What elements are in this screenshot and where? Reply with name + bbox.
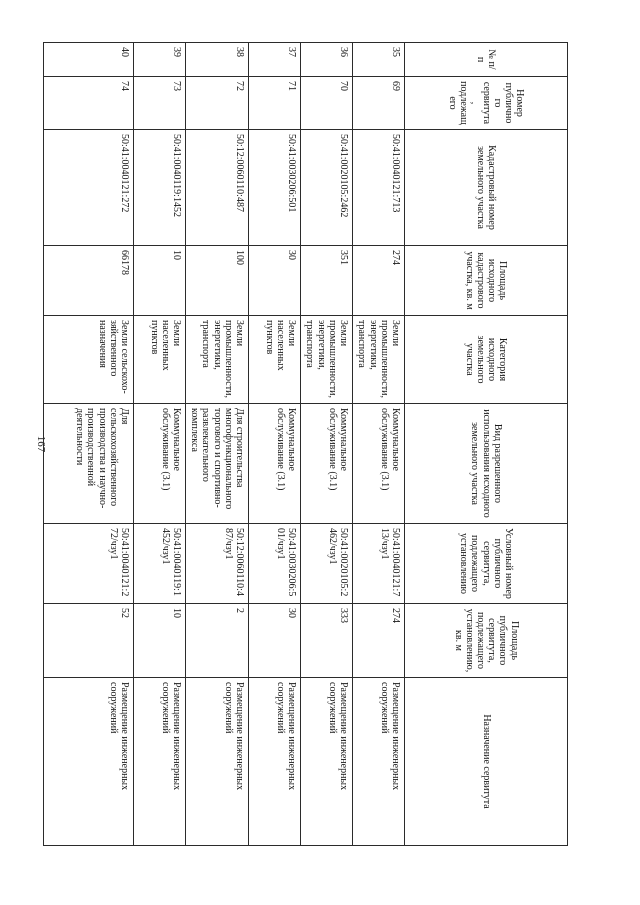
header-cell: Кадастровый номер земельного участка (405, 130, 568, 246)
table-cell: 50:41:0020105:2462 (301, 130, 353, 246)
table-cell: 351 (301, 246, 353, 316)
table-cell: 2 (186, 604, 249, 678)
table-row (44, 43, 134, 846)
table-cell: 37 (249, 43, 301, 77)
table-cell: 36 (301, 43, 353, 77)
table-cell: 70 (301, 77, 353, 130)
table-cell: Коммунальное обслуживание (3.1) (353, 404, 405, 524)
table-cell: 50:41:0040119:1452/чзу1 (134, 524, 186, 604)
header-cell: Номер публичного сервитута, подлежащего (405, 77, 568, 130)
header-cell: Категория исходного земельного участка (405, 316, 568, 404)
table-cell: 50:41:0030206:501 (249, 130, 301, 246)
table-row (134, 43, 186, 846)
table-cell: Размещение инженерных сооружений (249, 678, 301, 846)
table-cell: 73 (134, 77, 186, 130)
table-cell: Коммунальное обслуживание (3.1) (249, 404, 301, 524)
table-cell: Размещение инженерных сооружений (186, 678, 249, 846)
table-cell: Земли промышленности, энергетики, транспорта (186, 316, 249, 404)
table-cell: Размещение инженерных сооружений (301, 678, 353, 846)
table-cell: 50:41:0030206:501/чзу1 (249, 524, 301, 604)
table-cell: Земли населенных пунктов (249, 316, 301, 404)
table-row (186, 43, 249, 846)
table-cell: Коммунальное обслуживание (3.1) (301, 404, 353, 524)
table-cell: Земли населенных пунктов (134, 316, 186, 404)
table-cell: Размещение инженерных сооружений (353, 678, 405, 846)
table-cell: 50:41:0040121:272 (44, 130, 134, 246)
table-cell: 10 (134, 604, 186, 678)
table-cell: Для строительства многофункционального торгового и спортивно-развлекательного комплекса (186, 404, 249, 524)
header-cell: Площадь исходного кадастрового участка, кв. м (405, 246, 568, 316)
table-cell: Земли промышленности, энергетики, транспорта (301, 316, 353, 404)
page-number: 167 (35, 435, 47, 453)
table-cell: 274 (353, 246, 405, 316)
table-cell: Земли промышленности, энергетики, транспорта (353, 316, 405, 404)
table-cell: 39 (134, 43, 186, 77)
header-cell: Условный номер публичного сервитута, подлежащего установлению (405, 524, 568, 604)
table-cell: 38 (186, 43, 249, 77)
table-cell: 40 (44, 43, 134, 77)
table-cell: 50:41:0040119:1452 (134, 130, 186, 246)
table-cell: 274 (353, 604, 405, 678)
table-cell: 71 (249, 77, 301, 130)
table-cell: 35 (353, 43, 405, 77)
table-cell: 69 (353, 77, 405, 130)
table-cell: 30 (249, 604, 301, 678)
table-cell: Коммунальное обслуживание (3.1) (134, 404, 186, 524)
header-cell: Назначение сервитута (405, 678, 568, 846)
table-cell: 333 (301, 604, 353, 678)
header-cell: Вид разрешенного использования исходного земельного участка (405, 404, 568, 524)
table-cell: Для сельскохозяйственного производства и научно-производственной деятельности (44, 404, 134, 524)
table-cell: 30 (249, 246, 301, 316)
table-row (249, 43, 301, 846)
table-header-row (405, 43, 568, 846)
table-cell: 66178 (44, 246, 134, 316)
table-cell: 50:41:0020105:2462/чзу1 (301, 524, 353, 604)
table-row (301, 43, 353, 846)
table-cell: 100 (186, 246, 249, 316)
servitude-table-container (55, 42, 568, 845)
table-cell: 10 (134, 246, 186, 316)
table-cell: 74 (44, 77, 134, 130)
table-cell: 52 (44, 604, 134, 678)
servitude-table (43, 42, 568, 846)
table-cell: 50:41:0040121:713 (353, 130, 405, 246)
table-cell: 72 (186, 77, 249, 130)
header-cell: № п/п (405, 43, 568, 77)
table-cell: 50:12:0060110:487 (186, 130, 249, 246)
header-cell: Площадь публичного сервитута, подлежащего установлению, кв. м (405, 604, 568, 678)
table-cell: Земли сельскохо-зяйственного назначения (44, 316, 134, 404)
table-cell: Размещение инженерных сооружений (44, 678, 134, 846)
table-cell: Размещение инженерных сооружений (134, 678, 186, 846)
table-row (353, 43, 405, 846)
table-cell: 50:41:0040121:713/чзу1 (353, 524, 405, 604)
table-cell: 50:12:0060110:487/чзу1 (186, 524, 249, 604)
table-cell: 50:41:0040121:272/чзу1 (44, 524, 134, 604)
